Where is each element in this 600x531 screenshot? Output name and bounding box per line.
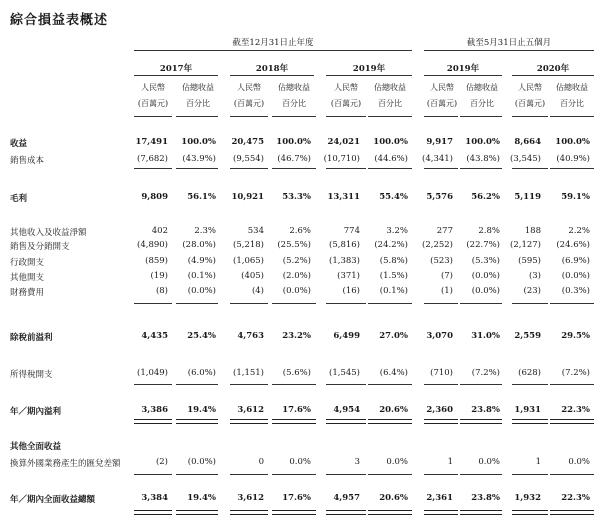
table-row: [0, 154, 600, 167]
subtotal-rule: [134, 303, 172, 304]
total-double-rule: [326, 419, 366, 424]
column-header-percent: 佔總收益 百分比: [466, 83, 498, 108]
row-label: 銷售及分銷開支: [10, 242, 70, 252]
subtotal-rule: [512, 303, 548, 304]
cell-percent: 2.6%: [289, 226, 311, 236]
cell-amount: (7,682): [137, 154, 168, 164]
total-double-rule: [134, 419, 172, 424]
row-label: 收益: [10, 139, 28, 149]
subtotal-rule: [512, 384, 548, 385]
total-double-rule: [550, 510, 594, 515]
cell-amount: (4,890): [137, 240, 168, 250]
cell-amount: (16): [342, 286, 360, 296]
cell-percent: (5.3%): [471, 256, 500, 266]
cell-percent: (0.0%): [561, 271, 590, 281]
total-double-rule: [272, 510, 316, 515]
cell-amount: 402: [151, 226, 168, 236]
cell-percent: (6.9%): [561, 256, 590, 266]
subtotal-rule: [230, 384, 268, 385]
total-double-rule: [460, 510, 502, 515]
cell-percent: (0.0%): [471, 286, 500, 296]
cell-amount: (523): [430, 256, 453, 266]
subtotal-rule: [550, 384, 594, 385]
total-double-rule: [176, 510, 218, 515]
header-underline: [230, 116, 268, 117]
cell-amount: (3,545): [510, 154, 541, 164]
subtotal-rule: [272, 303, 316, 304]
cell-percent: (0.0%): [471, 271, 500, 281]
header-underline: [326, 116, 366, 117]
cell-amount: (1,383): [329, 256, 360, 266]
table-row: [0, 286, 600, 299]
cell-amount: 2,360: [426, 405, 453, 415]
row-label: 除稅前溢利: [10, 333, 53, 343]
cell-percent: 2.8%: [478, 226, 500, 236]
subtotal-rule: [368, 168, 412, 169]
cell-percent: 23.8%: [471, 493, 500, 503]
table-row: [0, 493, 600, 506]
cell-amount: 20,475: [231, 137, 264, 147]
cell-amount: (23): [523, 286, 541, 296]
table-row: [0, 192, 600, 205]
cell-percent: 0.0%: [289, 457, 311, 467]
cell-percent: 100.0%: [465, 137, 500, 147]
column-header-rmb: 人民幣 (百萬元): [426, 83, 458, 108]
subtotal-rule: [368, 303, 412, 304]
subtotal-rule: [424, 384, 458, 385]
cell-amount: 0: [258, 457, 264, 467]
cell-percent: (6.4%): [379, 368, 408, 378]
cell-amount: 3,612: [237, 493, 264, 503]
cell-percent: 23.8%: [471, 405, 500, 415]
subtotal-rule: [424, 168, 458, 169]
cell-amount: 4,954: [333, 405, 360, 415]
cell-amount: (10,710): [323, 154, 360, 164]
cell-amount: 5,119: [514, 192, 541, 202]
cell-percent: 29.5%: [561, 331, 590, 341]
total-double-rule: [550, 419, 594, 424]
cell-amount: (5,218): [233, 240, 264, 250]
subtotal-rule: [550, 168, 594, 169]
cell-amount: (8): [155, 286, 168, 296]
subtotal-rule: [176, 474, 218, 475]
cell-percent: (44.6%): [374, 154, 408, 164]
year-header-2020-five-months: 2020年: [536, 64, 570, 74]
column-header-percent: 佔總收益 百分比: [278, 83, 310, 108]
cell-amount: (2,252): [422, 240, 453, 250]
table-row: [0, 240, 600, 253]
row-label: 財務費用: [10, 288, 45, 298]
cell-amount: 3,386: [141, 405, 168, 415]
cell-percent: (43.8%): [466, 154, 500, 164]
total-double-rule: [176, 419, 218, 424]
cell-amount: 3: [354, 457, 360, 467]
cell-amount: (1): [440, 286, 453, 296]
cell-amount: 1,931: [514, 405, 541, 415]
subtotal-rule: [326, 474, 366, 475]
cell-percent: (0.0%): [282, 286, 311, 296]
cell-percent: (40.9%): [556, 154, 590, 164]
cell-amount: 13,311: [327, 192, 360, 202]
row-label: 年／期內全面收益總額: [10, 495, 96, 505]
cell-percent: 59.1%: [561, 192, 590, 202]
cell-percent: 2.2%: [568, 226, 590, 236]
row-label: 換算外國業務產生的匯兌差額: [10, 459, 121, 469]
row-label: 年／期內溢利: [10, 407, 62, 417]
cell-percent: 100.0%: [276, 137, 311, 147]
cell-percent: 22.3%: [561, 405, 590, 415]
cell-amount: (2): [155, 457, 168, 467]
cell-percent: (28.0%): [182, 240, 216, 250]
column-header-rmb: 人民幣 (百萬元): [137, 83, 169, 108]
cell-percent: (2.0%): [282, 271, 311, 281]
page-title: 綜合損益表概述: [10, 13, 109, 28]
subtotal-rule: [134, 474, 172, 475]
cell-percent: 100.0%: [555, 137, 590, 147]
cell-percent: (5.6%): [282, 368, 311, 378]
subtotal-rule: [368, 474, 412, 475]
subtotal-rule: [326, 384, 366, 385]
cell-amount: (9,554): [233, 154, 264, 164]
cell-percent: 0.0%: [478, 457, 500, 467]
cell-amount: 4,957: [333, 493, 360, 503]
subtotal-rule: [176, 384, 218, 385]
cell-amount: 2,361: [426, 493, 453, 503]
cell-percent: 23.2%: [282, 331, 311, 341]
cell-percent: (5.2%): [282, 256, 311, 266]
cell-amount: (19): [150, 271, 168, 281]
cell-amount: 5,576: [426, 192, 453, 202]
cell-percent: (0.0%): [187, 457, 216, 467]
cell-amount: (4): [251, 286, 264, 296]
cell-amount: 277: [436, 226, 453, 236]
year-header-2018: 2018年: [255, 64, 289, 74]
cell-percent: 56.1%: [187, 192, 216, 202]
cell-percent: (7.2%): [471, 368, 500, 378]
subtotal-rule: [230, 474, 268, 475]
cell-percent: 0.0%: [568, 457, 590, 467]
subtotal-rule: [134, 384, 172, 385]
cell-percent: 100.0%: [373, 137, 408, 147]
cell-amount: (710): [430, 368, 453, 378]
subtotal-rule: [460, 384, 502, 385]
header-underline: [176, 116, 218, 117]
subtotal-rule: [550, 303, 594, 304]
cell-percent: (43.9%): [182, 154, 216, 164]
cell-amount: (595): [518, 256, 541, 266]
table-row: [0, 405, 600, 418]
cell-amount: (859): [145, 256, 168, 266]
total-double-rule: [368, 510, 412, 515]
cell-percent: 17.6%: [282, 405, 311, 415]
group-underline: [424, 50, 594, 51]
header-underline: [512, 116, 548, 117]
subtotal-rule: [134, 168, 172, 169]
row-label: 其他全面收益: [10, 442, 62, 452]
cell-percent: (1.5%): [379, 271, 408, 281]
year-underline: [512, 75, 594, 76]
cell-percent: 20.6%: [379, 493, 408, 503]
cell-percent: 2.3%: [194, 226, 216, 236]
year-header-2017: 2017年: [159, 64, 193, 74]
subtotal-rule: [512, 474, 548, 475]
cell-percent: 31.0%: [471, 331, 500, 341]
subtotal-rule: [176, 303, 218, 304]
header-underline: [272, 116, 316, 117]
cell-amount: 774: [343, 226, 360, 236]
header-underline: [550, 116, 594, 117]
subtotal-rule: [272, 384, 316, 385]
total-double-rule: [368, 419, 412, 424]
cell-amount: (1,049): [137, 368, 168, 378]
cell-percent: (0.3%): [561, 286, 590, 296]
column-header-percent: 佔總收益 百分比: [374, 83, 406, 108]
cell-percent: 53.3%: [282, 192, 311, 202]
cell-percent: (22.7%): [466, 240, 500, 250]
total-double-rule: [230, 419, 268, 424]
cell-amount: (4,341): [422, 154, 453, 164]
cell-amount: 188: [524, 226, 541, 236]
table-row: [0, 457, 600, 470]
column-header-percent: 佔總收益 百分比: [556, 83, 588, 108]
cell-percent: (46.7%): [277, 154, 311, 164]
subtotal-rule: [368, 384, 412, 385]
header-underline: [134, 116, 172, 117]
total-double-rule: [424, 419, 458, 424]
cell-percent: 22.3%: [561, 493, 590, 503]
cell-amount: (1,065): [233, 256, 264, 266]
table-row: [0, 440, 600, 453]
total-double-rule: [326, 510, 366, 515]
header-underline: [460, 116, 502, 117]
cell-amount: 1: [447, 457, 453, 467]
cell-amount: (405): [241, 271, 264, 281]
cell-percent: 17.6%: [282, 493, 311, 503]
cell-amount: (7): [440, 271, 453, 281]
cell-amount: (2,127): [510, 240, 541, 250]
total-double-rule: [512, 510, 548, 515]
total-double-rule: [460, 419, 502, 424]
cell-percent: (4.9%): [187, 256, 216, 266]
cell-amount: (628): [518, 368, 541, 378]
cell-percent: (0.1%): [187, 271, 216, 281]
cell-percent: 0.0%: [386, 457, 408, 467]
subtotal-rule: [230, 168, 268, 169]
column-header-rmb: 人民幣 (百萬元): [330, 83, 362, 108]
cell-percent: 19.4%: [187, 405, 216, 415]
cell-amount: 8,664: [514, 137, 541, 147]
table-row: [0, 331, 600, 344]
subtotal-rule: [326, 303, 366, 304]
cell-amount: (5,816): [329, 240, 360, 250]
column-header-percent: 佔總收益 百分比: [182, 83, 214, 108]
year-header-2019-five-months: 2019年: [446, 64, 480, 74]
year-underline: [424, 75, 502, 76]
cell-percent: 20.6%: [379, 405, 408, 415]
subtotal-rule: [230, 303, 268, 304]
cell-amount: (371): [337, 271, 360, 281]
row-label: 其他開支: [10, 273, 45, 283]
cell-percent: 19.4%: [187, 493, 216, 503]
cell-amount: 3,070: [426, 331, 453, 341]
cell-amount: 24,021: [327, 137, 360, 147]
subtotal-rule: [272, 168, 316, 169]
cell-amount: 4,435: [141, 331, 168, 341]
cell-amount: 2,559: [514, 331, 541, 341]
total-double-rule: [512, 419, 548, 424]
table-row: [0, 256, 600, 269]
cell-amount: 17,491: [135, 137, 168, 147]
row-label: 行政開支: [10, 258, 45, 268]
total-double-rule: [230, 510, 268, 515]
cell-percent: 55.4%: [379, 192, 408, 202]
subtotal-rule: [460, 168, 502, 169]
cell-amount: 4,763: [237, 331, 264, 341]
cell-percent: (0.1%): [379, 286, 408, 296]
cell-amount: 3,612: [237, 405, 264, 415]
year-underline: [326, 75, 412, 76]
cell-amount: 6,499: [333, 331, 360, 341]
cell-amount: (1,151): [233, 368, 264, 378]
cell-percent: 100.0%: [181, 137, 216, 147]
total-double-rule: [134, 510, 172, 515]
cell-amount: 9,917: [426, 137, 453, 147]
row-label: 其他收入及收益淨額: [10, 228, 87, 238]
cell-percent: (6.0%): [187, 368, 216, 378]
total-double-rule: [272, 419, 316, 424]
header-underline: [424, 116, 458, 117]
cell-amount: 1: [535, 457, 541, 467]
table-row: [0, 368, 600, 381]
cell-percent: (25.5%): [277, 240, 311, 250]
subtotal-rule: [424, 474, 458, 475]
cell-percent: 56.2%: [471, 192, 500, 202]
cell-amount: (3): [528, 271, 541, 281]
year-header-2019: 2019年: [352, 64, 386, 74]
table-row: [0, 271, 600, 284]
subtotal-rule: [424, 303, 458, 304]
column-header-rmb: 人民幣 (百萬元): [233, 83, 265, 108]
cell-percent: 25.4%: [187, 331, 216, 341]
subtotal-rule: [460, 303, 502, 304]
year-underline: [134, 75, 218, 76]
subtotal-rule: [272, 474, 316, 475]
cell-amount: 3,384: [141, 493, 168, 503]
cell-percent: (7.2%): [561, 368, 590, 378]
subtotal-rule: [176, 168, 218, 169]
row-label: 銷售成本: [10, 156, 45, 166]
group-header-five-months: 截至5月31日止五個月: [466, 38, 552, 48]
row-label: 毛利: [10, 194, 28, 204]
row-label: 所得稅開支: [10, 370, 53, 380]
subtotal-rule: [512, 168, 548, 169]
total-double-rule: [424, 510, 458, 515]
cell-amount: 534: [247, 226, 264, 236]
subtotal-rule: [550, 474, 594, 475]
year-underline: [230, 75, 314, 76]
column-header-rmb: 人民幣 (百萬元): [514, 83, 546, 108]
group-underline: [134, 50, 412, 51]
cell-amount: 10,921: [231, 192, 264, 202]
cell-amount: 1,932: [514, 493, 541, 503]
cell-amount: 9,809: [141, 192, 168, 202]
subtotal-rule: [460, 474, 502, 475]
cell-percent: (0.0%): [187, 286, 216, 296]
group-header-fiscal-year: 截至12月31日止年度: [232, 38, 314, 48]
cell-percent: (5.8%): [379, 256, 408, 266]
cell-percent: 27.0%: [379, 331, 408, 341]
header-underline: [368, 116, 412, 117]
cell-percent: (24.6%): [556, 240, 590, 250]
cell-amount: (1,545): [329, 368, 360, 378]
subtotal-rule: [326, 168, 366, 169]
cell-percent: (24.2%): [374, 240, 408, 250]
table-row: [0, 137, 600, 150]
table-row: [0, 226, 600, 239]
cell-percent: 3.2%: [386, 226, 408, 236]
